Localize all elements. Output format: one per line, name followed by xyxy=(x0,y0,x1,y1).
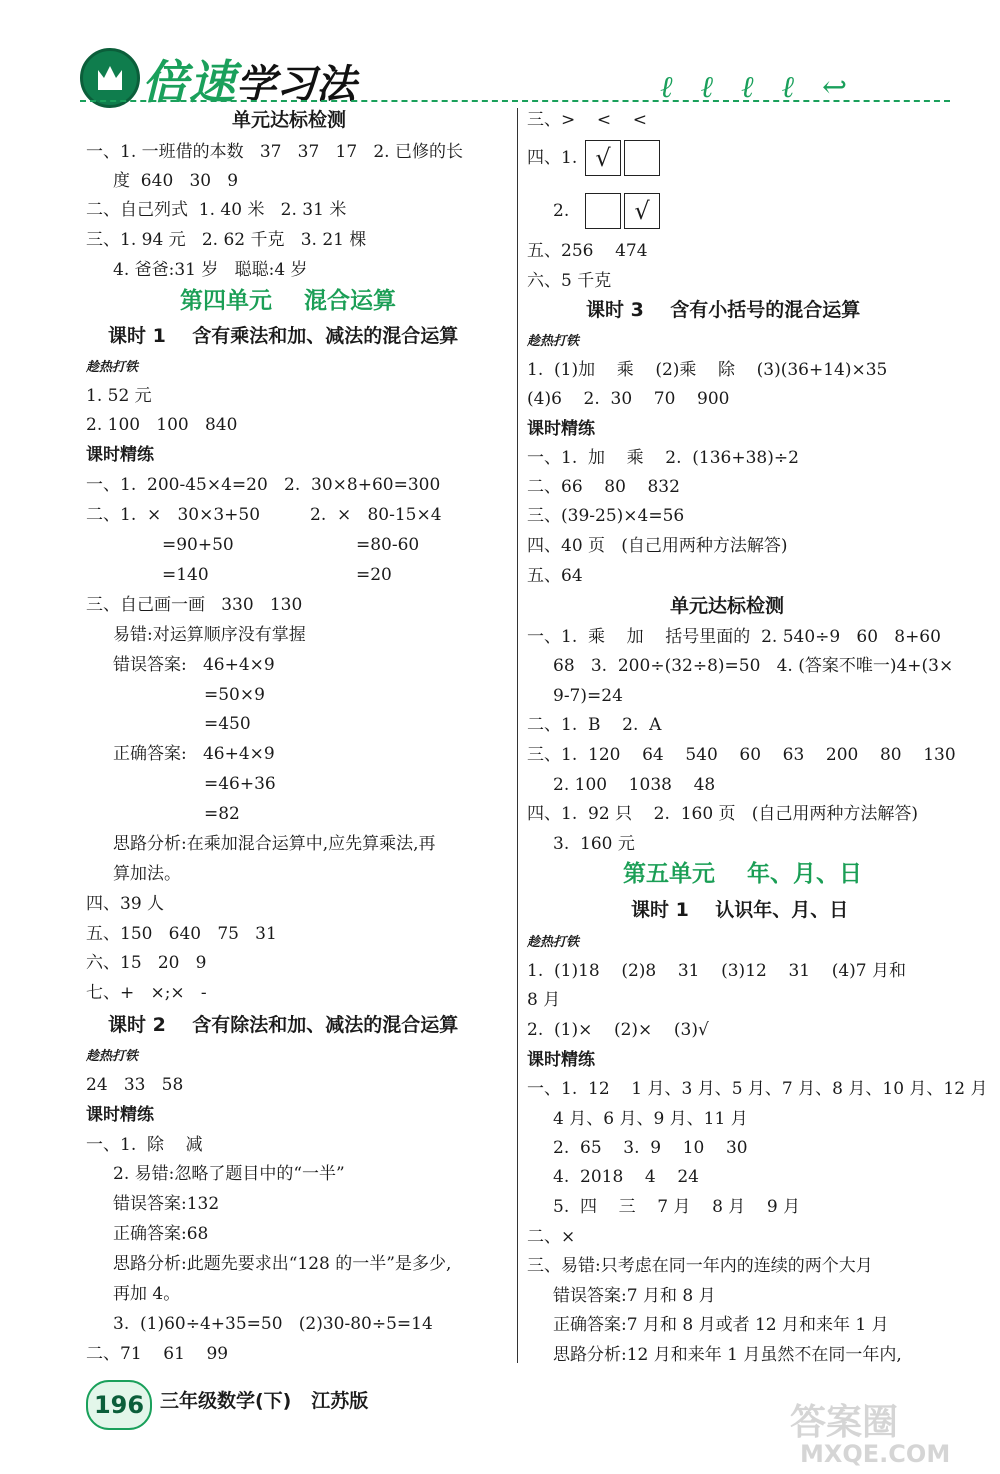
answer-line: =90+50 xyxy=(162,535,234,555)
answer-line: 二、× xyxy=(527,1227,576,1247)
unit-test-heading: 单元达标检测 xyxy=(670,595,785,617)
answer-line: 易错:对运算顺序没有掌握 xyxy=(113,625,306,645)
answer-line: =140 xyxy=(162,565,209,585)
answer-line: 四、39 人 xyxy=(86,894,165,914)
unit-heading: 第五单元 年、月、日 xyxy=(623,861,863,887)
answer-line: 二、71 61 99 xyxy=(86,1344,229,1364)
answer-line: 9-7)=24 xyxy=(553,686,623,706)
lesson-heading: 课时 1 含有乘法和加、减法的混合运算 xyxy=(108,325,459,347)
answer-line: 2. 100 100 840 xyxy=(86,415,238,435)
answer-line: 六、15 20 9 xyxy=(86,953,207,973)
answer-line: 3. 160 元 xyxy=(553,834,635,854)
lesson-heading: 课时 1 认识年、月、日 xyxy=(631,899,849,921)
check-box xyxy=(585,193,621,229)
answer-line: =50×9 xyxy=(204,685,265,705)
answer-line: 1. 52 元 xyxy=(86,386,152,406)
page-header xyxy=(0,0,1000,112)
answer-line: 4 月、6 月、9 月、11 月 xyxy=(553,1109,748,1129)
answer-line: 68 3. 200÷(32÷8)=50 4. (答案不唯一)4+(3× xyxy=(553,656,954,676)
answer-line: 4. 爸爸:31 岁 聪聪:4 岁 xyxy=(113,260,308,280)
section-label: 趁热打铁 xyxy=(527,935,580,950)
logo-icon xyxy=(80,48,140,108)
answer-line: 五、256 474 xyxy=(527,241,648,261)
answer-line: =46+36 xyxy=(204,774,276,794)
check-box xyxy=(624,140,660,176)
unit-test-heading: 单元达标检测 xyxy=(232,109,347,131)
watermark-text: 答案圈 xyxy=(790,1402,899,1443)
answer-line: 三、自己画一画 330 130 xyxy=(86,595,303,615)
answer-line: =450 xyxy=(204,714,251,734)
answer-line: 2. xyxy=(553,201,570,221)
answer-line: 错误答案: 46+4×9 xyxy=(113,655,275,675)
answer-line: 2. 易错:忽略了题目中的“一半” xyxy=(113,1164,345,1184)
answer-line: 三、1. 94 元 2. 62 千克 3. 21 棵 xyxy=(86,230,367,250)
answer-line: 正确答案:7 月和 8 月或者 12 月和来年 1 月 xyxy=(553,1315,889,1335)
section-label: 课时精练 xyxy=(527,419,595,439)
watermark-domain: MXQE.COM xyxy=(800,1440,951,1468)
answer-line: 三、1. 120 64 540 60 63 200 80 130 xyxy=(527,745,956,765)
answer-line: 错误答案:132 xyxy=(113,1194,220,1214)
brand-title: 倍速学习法 xyxy=(142,55,356,109)
answer-line: 一、1. 一班借的本数 37 37 17 2. 已修的长 xyxy=(86,142,463,162)
header-divider xyxy=(80,100,950,102)
section-label: 趁热打铁 xyxy=(527,334,580,349)
answer-line: 思路分析:此题先要求出“128 的一半”是多少, xyxy=(113,1254,452,1274)
answer-line: 七、+ ×;× - xyxy=(86,983,207,1003)
decorative-swirls-icon: ℓℓℓℓ↩ xyxy=(660,70,876,105)
answer-line: 1. (1)加 乘 (2)乘 除 (3)(36+14)×35 xyxy=(527,360,888,380)
answer-line: 五、150 640 75 31 xyxy=(86,924,277,944)
answer-line: 五、64 xyxy=(527,566,583,586)
unit-heading: 第四单元 混合运算 xyxy=(180,288,397,314)
answer-line: 四、1. xyxy=(527,148,578,168)
answer-line: 5. 四 三 7 月 8 月 9 月 xyxy=(553,1197,801,1217)
section-label: 趁热打铁 xyxy=(86,1049,139,1064)
answer-line: 二、1. B 2. A xyxy=(527,715,662,735)
watermark-logo-icon xyxy=(780,1396,985,1468)
answer-line: 2. × 80-15×4 xyxy=(310,505,442,525)
answer-line: 二、自己列式 1. 40 米 2. 31 米 xyxy=(86,200,347,220)
check-box: √ xyxy=(624,193,660,229)
lesson-heading: 课时 3 含有小括号的混合运算 xyxy=(586,299,861,321)
section-label: 课时精练 xyxy=(86,1105,154,1125)
answer-line: 2. 65 3. 9 10 30 xyxy=(553,1138,748,1158)
answer-line: 一、1. 加 乘 2. (136+38)÷2 xyxy=(527,448,799,468)
answer-line: 错误答案:7 月和 8 月 xyxy=(553,1286,716,1306)
section-label: 课时精练 xyxy=(86,445,154,465)
answer-line: 一、1. 乘 加 括号里面的 2. 540÷9 60 8+60 xyxy=(527,627,941,647)
book-info: 三年级数学(下) 江苏版 xyxy=(160,1390,369,1412)
answer-line: 四、1. 92 只 2. 160 页 (自己用两种方法解答) xyxy=(527,804,919,824)
answer-line: 算加法。 xyxy=(113,864,181,884)
answer-line: 一、1. 12 1 月、3 月、5 月、7 月、8 月、10 月、12 月 xyxy=(527,1079,988,1099)
answer-line: =80-60 xyxy=(356,535,420,555)
answer-line: 三、> < < xyxy=(527,110,647,130)
answer-line: 24 33 58 xyxy=(86,1075,184,1095)
answer-line: 二、66 80 832 xyxy=(527,477,680,497)
section-label: 课时精练 xyxy=(527,1050,595,1070)
answer-line: 一、1. 除 减 xyxy=(86,1135,203,1155)
answer-line: 正确答案: 46+4×9 xyxy=(113,744,275,764)
check-box: √ xyxy=(585,140,621,176)
column-divider xyxy=(517,108,518,1363)
answer-line: 2. 100 1038 48 xyxy=(553,775,716,795)
page-number: 196 xyxy=(86,1380,152,1430)
answer-line: 3. (1)60÷4+35=50 (2)30-80÷5=14 xyxy=(113,1314,433,1334)
answer-line: 六、5 千克 xyxy=(527,271,612,291)
answer-line: 再加 4。 xyxy=(113,1284,181,1304)
answer-line: 四、40 页 (自己用两种方法解答) xyxy=(527,536,788,556)
answer-line: 二、1. × 30×3+50 xyxy=(86,505,261,525)
answer-line: 度 640 30 9 xyxy=(113,171,239,191)
section-label: 趁热打铁 xyxy=(86,360,139,375)
answer-line: =20 xyxy=(356,565,392,585)
lesson-heading: 课时 2 含有除法和加、减法的混合运算 xyxy=(108,1014,459,1036)
answer-line: =82 xyxy=(204,804,240,824)
answer-line: 一、1. 200-45×4=20 2. 30×8+60=300 xyxy=(86,475,441,495)
answer-line: 4. 2018 4 24 xyxy=(553,1167,699,1187)
answer-line: 8 月 xyxy=(527,990,561,1010)
answer-line: 思路分析:12 月和来年 1 月虽然不在同一年内, xyxy=(553,1345,902,1365)
answer-line: 1. (1)18 (2)8 31 (3)12 31 (4)7 月和 xyxy=(527,961,906,981)
answer-line: (4)6 2. 30 70 900 xyxy=(527,389,730,409)
answer-line: 正确答案:68 xyxy=(113,1224,209,1244)
answer-line: 三、(39-25)×4=56 xyxy=(527,506,685,526)
answer-line: 思路分析:在乘加混合运算中,应先算乘法,再 xyxy=(113,834,436,854)
answer-line: 2. (1)× (2)× (3)√ xyxy=(527,1020,709,1040)
answer-line: 三、易错:只考虑在同一年内的连续的两个大月 xyxy=(527,1256,873,1276)
